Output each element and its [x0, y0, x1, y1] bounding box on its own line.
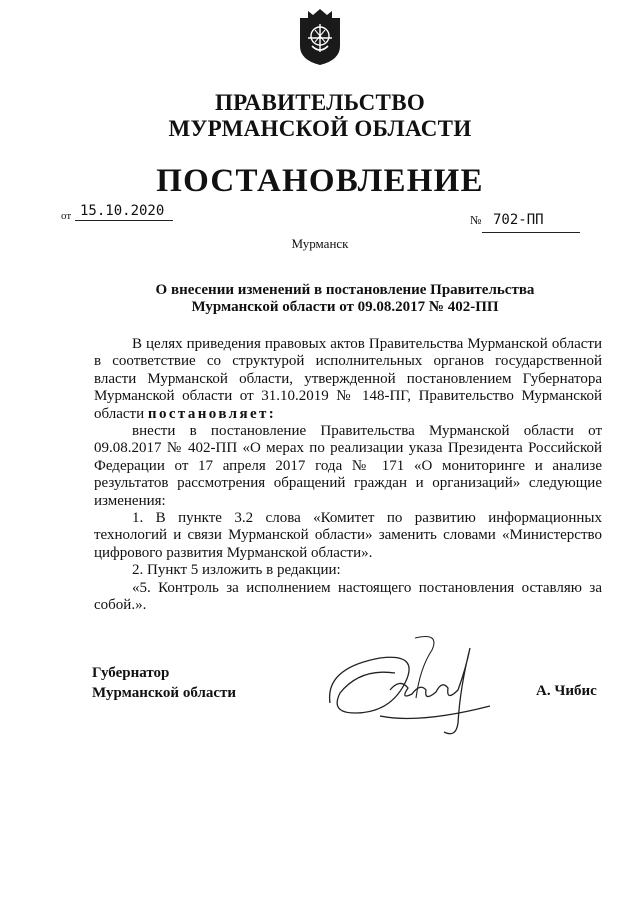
signatory-position [92, 663, 236, 703]
preamble-text: В целях приведения правовых актов Правительства Мурманской области в соответствие со структурой исполнительных органов государственной власти Мурманской области, утвержденной постановлением Губернатора Мурманской области от 31.10.2019 № 148-ПГ, Правительство Мурманской области [94, 336, 602, 422]
signatory-name: А. Чибис [536, 683, 597, 699]
paragraph-item-2: 2. Пункт 5 изложить в редакции: [132, 562, 341, 579]
paragraph-item-1: 1. В пункте 3.2 слова «Комитет по развитию информационных технологий и связи Мурманской области» заменить словами «Министерство цифрового развития Мурманской области». [94, 510, 602, 561]
document-date: 15.10.2020 [80, 203, 165, 219]
title-line1: О внесении изменений в постановление Правительства [155, 282, 535, 298]
document-number: 702-ПП [493, 212, 544, 228]
document-title [135, 282, 555, 316]
government-name-line1: ПРАВИТЕЛЬСТВО [214, 90, 426, 115]
document-body [94, 336, 602, 615]
number-underline [482, 232, 580, 233]
paragraph-preamble [94, 336, 602, 423]
number-label: № [470, 213, 482, 227]
coat-of-arms-icon [298, 8, 342, 66]
title-line2: Мурманской области от 09.08.2017 № 402-ПП [191, 299, 499, 315]
date-label: от [61, 210, 72, 222]
position-line1: Губернатор [92, 665, 170, 681]
paragraph-main: внести в постановление Правительства Мурманской области от 09.08.2017 № 402-ПП «О мерах по реализации указа Президента Российской Федерации от 17 апреля 2017 года № 171 «О мониторинге и анализе результатов рассмотрения обращений граждан и организаций» следующие изменения: [94, 423, 602, 509]
city-name: Мурманск [291, 236, 349, 251]
handwritten-signature-icon [320, 628, 500, 748]
document-type-title: ПОСТАНОВЛЕНИЕ [156, 163, 484, 199]
government-name-line2: МУРМАНСКОЙ ОБЛАСТИ [168, 116, 472, 141]
paragraph-item-5-text: «5. Контроль за исполнением настоящего постановления оставляю за собой.». [94, 579, 602, 614]
date-underline [75, 220, 173, 221]
decree-keyword: постановляет: [147, 405, 277, 422]
position-line2: Мурманской области [92, 685, 237, 701]
